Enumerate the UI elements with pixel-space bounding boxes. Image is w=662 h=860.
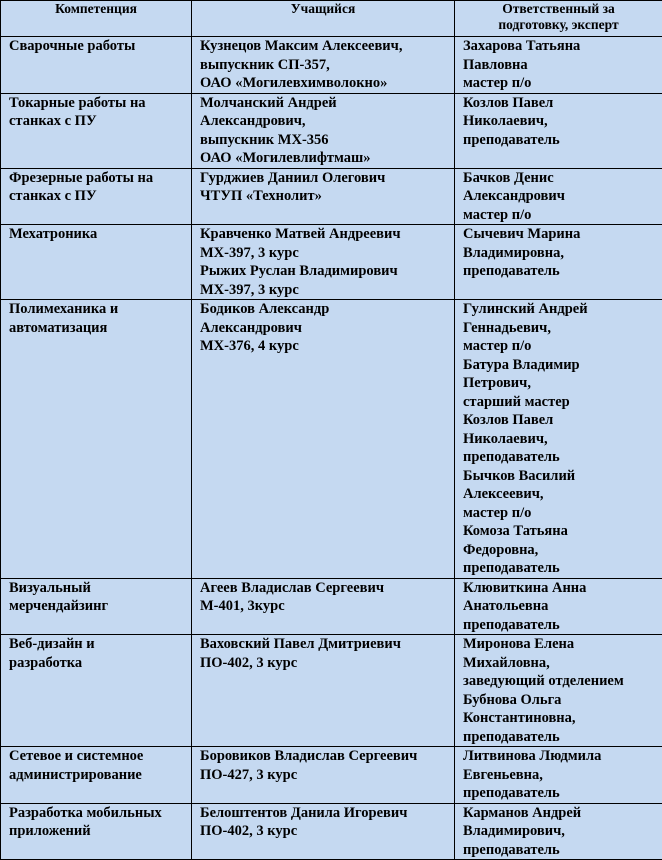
- responsible-line: преподаватель: [463, 784, 662, 803]
- responsible-line: Павловна: [463, 56, 662, 75]
- student-line: Боровиков Владислав Сергеевич: [200, 747, 454, 766]
- student-cell: [192, 225, 455, 300]
- competence-cell: [1, 747, 192, 804]
- responsible-line: Козлов Павел: [463, 411, 662, 430]
- responsible-line: Карманов Андрей: [463, 804, 662, 823]
- competence-line: разработка: [9, 654, 191, 673]
- student-line: М-401, 3курс: [200, 597, 454, 616]
- responsible-line: мастер п/о: [463, 337, 662, 356]
- competence-line: автоматизация: [9, 319, 191, 338]
- responsible-line: заведующий отделением: [463, 672, 662, 691]
- competence-cell: [1, 225, 192, 300]
- responsible-line: Евгеньевна,: [463, 766, 662, 785]
- student-line: Ваховский Павел Дмитриевич: [200, 635, 454, 654]
- responsible-line: преподаватель: [463, 616, 662, 635]
- student-line: Александрович: [200, 319, 454, 338]
- header-responsible: [455, 1, 662, 37]
- competence-line: станках с ПУ: [9, 112, 191, 131]
- student-cell: [192, 300, 455, 579]
- table-body: [1, 37, 662, 860]
- responsible-line: Михайловна,: [463, 654, 662, 673]
- student-line: Гурджиев Даниил Олегович: [200, 169, 454, 188]
- responsible-line: Николаевич,: [463, 112, 662, 131]
- responsible-cell: [455, 803, 662, 860]
- responsible-line: мастер п/о: [463, 74, 662, 93]
- competence-cell: [1, 37, 192, 94]
- table-header: [1, 1, 662, 37]
- student-line: выпускник МХ-356: [200, 131, 454, 150]
- responsible-line: мастер п/о: [463, 206, 662, 225]
- responsible-line: преподаватель: [463, 262, 662, 281]
- competence-cell: [1, 578, 192, 635]
- competence-line: Сетевое и системное: [9, 747, 191, 766]
- competence-line: приложений: [9, 822, 191, 841]
- student-line: Агеев Владислав Сергеевич: [200, 579, 454, 598]
- student-line: ЧТУП «Технолит»: [200, 187, 454, 206]
- responsible-line: Бачков Денис: [463, 169, 662, 188]
- responsible-cell: [455, 635, 662, 747]
- competence-line: администрирование: [9, 766, 191, 785]
- responsible-line: Федоровна,: [463, 541, 662, 560]
- student-line: ОАО «Могилевхимволокно»: [200, 74, 454, 93]
- responsible-line: Клювиткина Анна: [463, 579, 662, 598]
- table-row: [1, 168, 662, 225]
- competence-line: Разработка мобильных: [9, 804, 191, 823]
- student-line: Бодиков Александр: [200, 300, 454, 319]
- competence-line: Полимеханика и: [9, 300, 191, 319]
- responsible-cell: [455, 168, 662, 225]
- student-line: Кравченко Матвей Андреевич: [200, 225, 454, 244]
- table-row: [1, 225, 662, 300]
- student-cell: [192, 635, 455, 747]
- responsible-line: Петрович,: [463, 374, 662, 393]
- responsible-line: Сычевич Марина: [463, 225, 662, 244]
- header-student: Учащийся: [192, 1, 455, 37]
- table-row: [1, 578, 662, 635]
- responsible-cell: [455, 300, 662, 579]
- competence-line: Сварочные работы: [9, 37, 191, 56]
- responsible-line: Анатольевна: [463, 597, 662, 616]
- student-cell: [192, 747, 455, 804]
- responsible-line: Захарова Татьяна: [463, 37, 662, 56]
- responsible-line: старший мастер: [463, 393, 662, 412]
- competence-cell: [1, 168, 192, 225]
- student-line: Белоштентов Данила Игоревич: [200, 804, 454, 823]
- responsible-line: преподаватель: [463, 559, 662, 578]
- student-cell: [192, 578, 455, 635]
- student-cell: [192, 93, 455, 168]
- responsible-cell: [455, 93, 662, 168]
- student-line: Молчанский Андрей: [200, 94, 454, 113]
- responsible-line: Миронова Елена: [463, 635, 662, 654]
- table-row: [1, 300, 662, 579]
- responsible-line: мастер п/о: [463, 504, 662, 523]
- student-cell: [192, 803, 455, 860]
- header-competence: Компетенция: [1, 1, 192, 37]
- competence-cell: [1, 300, 192, 579]
- competence-line: Токарные работы на: [9, 94, 191, 113]
- competence-cell: [1, 93, 192, 168]
- responsible-line: преподаватель: [463, 448, 662, 467]
- responsible-line: Комоза Татьяна: [463, 522, 662, 541]
- header-responsible-line: Ответственный за: [455, 1, 662, 17]
- student-line: ПО-402, 3 курс: [200, 654, 454, 673]
- student-line: ОАО «Могилевлифтмаш»: [200, 149, 454, 168]
- competence-line: станках с ПУ: [9, 187, 191, 206]
- responsible-line: Николаевич,: [463, 430, 662, 449]
- responsible-line: Бубнова Ольга: [463, 691, 662, 710]
- competence-line: мерчендайзинг: [9, 597, 191, 616]
- student-line: ПО-427, 3 курс: [200, 766, 454, 785]
- responsible-line: Владимирович,: [463, 822, 662, 841]
- student-cell: [192, 37, 455, 94]
- responsible-line: Александрович: [463, 187, 662, 206]
- responsible-cell: [455, 225, 662, 300]
- responsible-line: преподаватель: [463, 131, 662, 150]
- table-row: [1, 635, 662, 747]
- responsible-line: Алексеевич,: [463, 485, 662, 504]
- responsible-line: Константиновна,: [463, 709, 662, 728]
- competence-line: Фрезерные работы на: [9, 169, 191, 188]
- responsible-cell: [455, 747, 662, 804]
- competence-cell: [1, 635, 192, 747]
- table-row: [1, 803, 662, 860]
- student-line: Рыжих Руслан Владимирович: [200, 262, 454, 281]
- competence-line: Мехатроника: [9, 225, 191, 244]
- student-line: Кузнецов Максим Алексеевич,: [200, 37, 454, 56]
- responsible-cell: [455, 37, 662, 94]
- table-row: [1, 747, 662, 804]
- competence-line: Веб-дизайн и: [9, 635, 191, 654]
- student-line: выпускник СП-357,: [200, 56, 454, 75]
- student-line: ПО-402, 3 курс: [200, 822, 454, 841]
- header-responsible-line: подготовку, эксперт: [455, 17, 662, 33]
- responsible-line: Геннадьевич,: [463, 319, 662, 338]
- responsible-line: преподаватель: [463, 841, 662, 860]
- table-row: [1, 93, 662, 168]
- responsible-line: Владимировна,: [463, 244, 662, 263]
- student-line: МХ-376, 4 курс: [200, 337, 454, 356]
- responsible-line: Литвинова Людмила: [463, 747, 662, 766]
- responsible-cell: [455, 578, 662, 635]
- table-row: [1, 37, 662, 94]
- student-line: МХ-397, 3 курс: [200, 244, 454, 263]
- responsible-line: Гулинский Андрей: [463, 300, 662, 319]
- competence-line: Визуальный: [9, 579, 191, 598]
- student-cell: [192, 168, 455, 225]
- responsible-line: Козлов Павел: [463, 94, 662, 113]
- header-row: [1, 1, 662, 37]
- student-line: Александрович,: [200, 112, 454, 131]
- responsible-line: преподаватель: [463, 728, 662, 747]
- responsible-line: Бычков Василий: [463, 467, 662, 486]
- competence-cell: [1, 803, 192, 860]
- responsible-line: Батура Владимир: [463, 356, 662, 375]
- student-line: МХ-397, 3 курс: [200, 281, 454, 300]
